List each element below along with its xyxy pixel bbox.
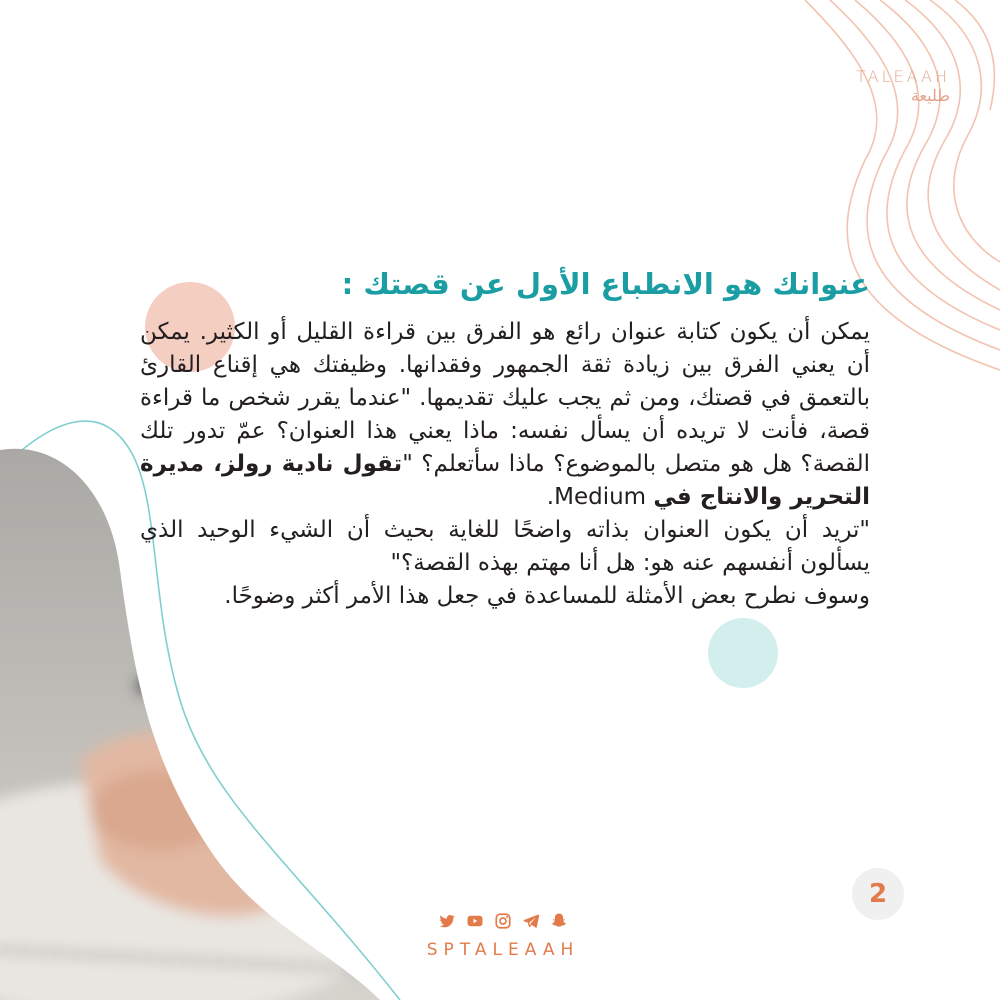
youtube-icon[interactable] <box>466 912 484 930</box>
paragraph-1-end: . <box>546 484 555 510</box>
brand-arabic-text: طليعة <box>910 86 950 105</box>
article-paragraph-1 <box>140 316 870 514</box>
telegram-icon[interactable] <box>522 912 540 930</box>
article-heading: عنوانك هو الانطباع الأول عن قصتك : <box>341 267 870 301</box>
instagram-icon[interactable] <box>494 912 512 930</box>
page-number: 2 <box>852 868 904 920</box>
brand-logo <box>856 68 950 106</box>
article-paragraph-2: "تريد أن يكون العنوان بذاته واضحًا للغاية بحيث أن الشيء الوحيد الذي يسألون أنفسهم عنه هو: هل أنا مهتم بهذه القصة؟" <box>140 517 870 576</box>
brand-latin-text: TALEAAH <box>856 67 950 86</box>
article <box>140 262 870 613</box>
mint-circle-decoration <box>708 618 778 688</box>
snapchat-icon[interactable] <box>550 912 568 930</box>
social-handle: SPTALEAAH <box>426 940 580 960</box>
twitter-icon[interactable] <box>438 912 456 930</box>
article-paragraph-3: وسوف نطرح بعض الأمثلة للمساعدة في جعل هذا الأمر أكثر وضوحًا. <box>224 583 870 609</box>
paragraph-1-text: يمكن أن يكون كتابة عنوان رائع هو الفرق بين قراءة القليل أو الكثير. يمكن أن يعني الفرق بين زيادة ثقة الجمهور وفقدانها. وظيفتك هي إقناع القارئ بالتعمق في قصتك، ومن ثم يجب عليك تقديمها. "عندما يقرر شخص ما قراءة قصة، فأنت لا تريده أن يسأل نفسه: ماذا يعني هذا العنوان؟ عمّ تدور تلك القصة؟ هل هو متصل بالموضوع؟ ماذا سأتعلم؟ " <box>140 319 870 477</box>
social-icons <box>418 912 588 930</box>
medium-text: Medium <box>554 484 647 510</box>
quote-attribution: تقول نادية رولز، مديرة التحرير والانتاج في <box>140 451 870 510</box>
